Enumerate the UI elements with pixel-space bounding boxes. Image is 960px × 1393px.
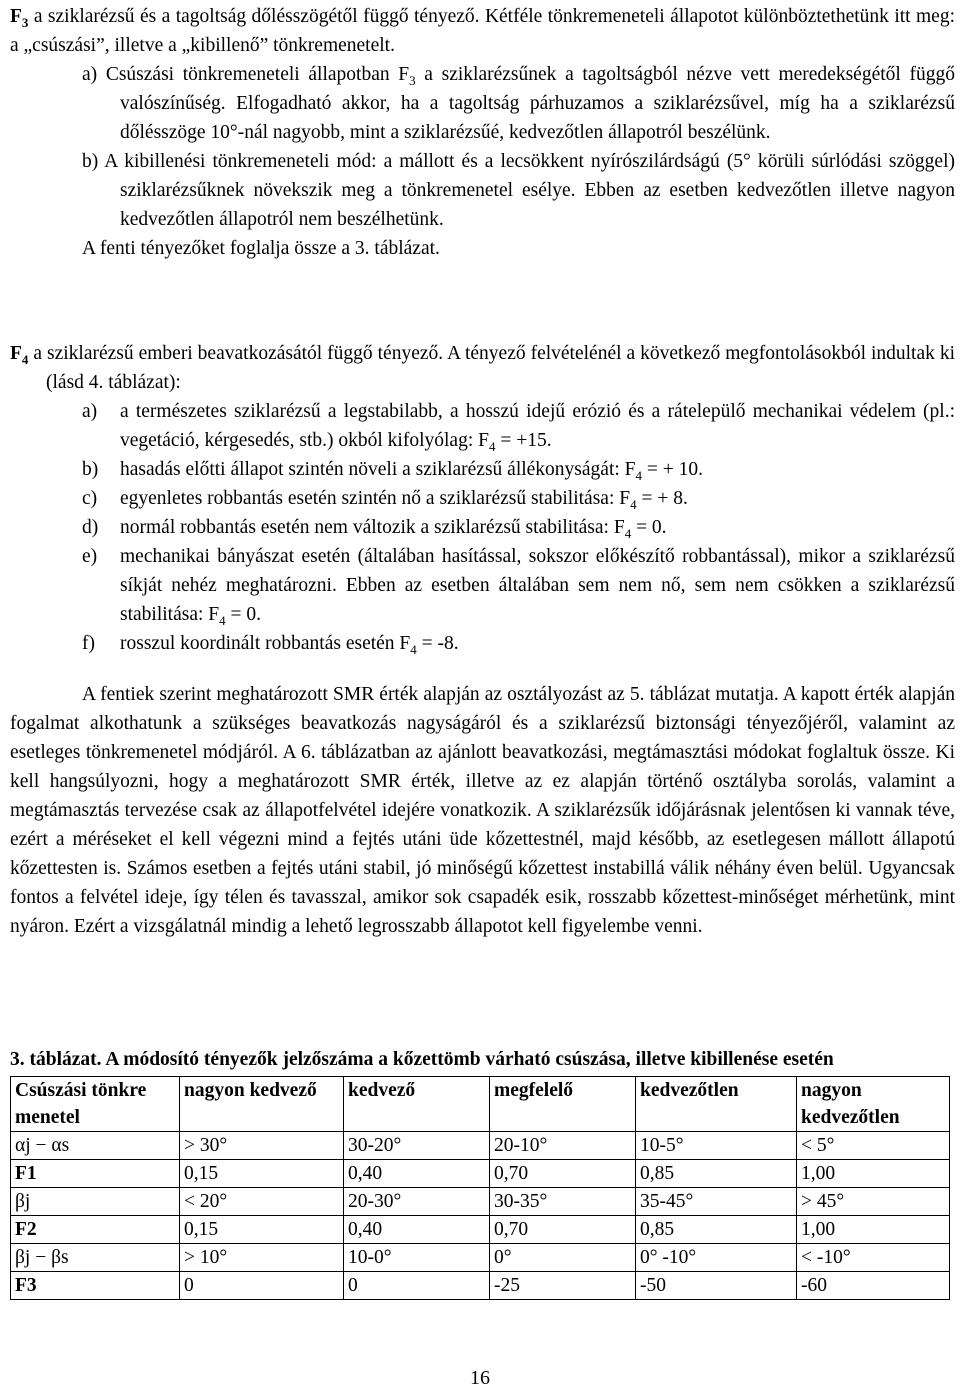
page-number: 16	[470, 1367, 490, 1389]
f4-item: d) normál robbantás esetén nem változik a sziklarézsű stabilitása: $F_4 = 0$.	[82, 517, 667, 541]
table-row-label: F1	[11, 1160, 180, 1188]
section-f3	[10, 2, 955, 263]
table-row-label: αj − αs	[11, 1132, 180, 1160]
table-cell: 0	[180, 1272, 344, 1300]
table-row-label: F3	[11, 1272, 180, 1300]
table-cell: 20-30°	[344, 1188, 490, 1216]
table-row	[11, 1188, 950, 1216]
section-f4	[10, 339, 955, 658]
table-cell: 0,40	[344, 1160, 490, 1188]
table-cell: > 45°	[797, 1188, 950, 1216]
table-cell: 0,15	[180, 1216, 344, 1244]
table-header-cell: kedvezőtlen	[636, 1077, 797, 1132]
table-row	[11, 1160, 950, 1188]
f4-item: f) rosszul koordinált robbantás esetén $F_4 = -8$.	[82, 633, 459, 657]
f3-symbol: $F_3$	[10, 6, 29, 30]
table-cell: -50	[636, 1272, 797, 1300]
table-cell: 0,85	[636, 1160, 797, 1188]
table-cell: 0,15	[180, 1160, 344, 1188]
f4-item: b) hasadás előtti állapot szintén növeli a sziklarézsű állékonyságát: $F_4$ = + 10.	[82, 459, 704, 483]
table-cell: 1,00	[797, 1216, 950, 1244]
f4-item-list	[10, 397, 955, 658]
f4-item: e) mechanikai bányászat esetén (általában hasítással, sokszor előkészítő robbantással), mikor a sziklarézsű síkját nehéz meghatározni. Ebben az esetben általában sem nem nő, sem nem csökken a sziklarézsű stabilitása: $F_4 = 0$.	[82, 546, 955, 628]
table-cell: 20-10°	[490, 1132, 636, 1160]
f3-item-b: b) A kibillenési tönkremeneteli mód: a mállott és a lecsökkent nyírószilárdságú (5° körüli súrlódási szöggel) sziklarézsűknek növekszik meg a tönkremenetel esélye. Ebben az esetben kedvezőtlen illetve nagyon kedvezőtlen állapotról nem beszélhetünk.	[82, 151, 955, 230]
table3-caption: 3. táblázat. A módosító tényezők jelzőszáma a kőzettömb várható csúszása, illetve kibillenése esetén	[10, 1049, 834, 1070]
table-cell: 0,70	[490, 1160, 636, 1188]
table-cell: 0	[344, 1272, 490, 1300]
table-row	[11, 1272, 950, 1300]
table-cell: > 30°	[180, 1132, 344, 1160]
table-cell: -25	[490, 1272, 636, 1300]
table-row-label: βj	[11, 1188, 180, 1216]
f3-item-a: a) Csúszási tönkremeneteli állapotban $F_3$ a sziklarézsűnek a tagoltságból nézve vett meredekségétől függő valószínűség. Elfogadható akkor, ha a tagoltság párhuzamos a sziklarézsűvel, míg ha a sziklarézsű dőlésszöge 10°-nál nagyobb, mint a sziklarézsűé, kedvezőtlen állapotról beszélünk.	[82, 64, 955, 143]
f4-item: c) egyenletes robbantás esetén szintén nő a sziklarézsű stabilitása: $F_4$ = + 8.	[82, 488, 688, 512]
f3-intro: $F_3$ a sziklarézsű és a tagoltság dőlésszögétől függő tényező. Kétféle tönkremeneteli állapotot különböztethetünk itt meg: a „csúszási”, illetve a „kibillenő” tönkremenetelt.	[10, 6, 955, 56]
table-cell: 0°	[490, 1244, 636, 1272]
table-row	[11, 1132, 950, 1160]
table-cell: 30-35°	[490, 1188, 636, 1216]
f4-intro: $F_4$ a sziklarézsű emberi beavatkozásától függő tényező. A tényező felvételénél a következő megfontolásokból indultak ki (lásd 4. táblázat):	[10, 343, 955, 393]
table3-section	[10, 1046, 950, 1300]
table-cell: 1,00	[797, 1160, 950, 1188]
body-section	[10, 680, 955, 941]
table-row-label: F2	[11, 1216, 180, 1244]
table-row-label: βj − βs	[11, 1244, 180, 1272]
table3	[10, 1076, 950, 1300]
table-cell: 0,40	[344, 1216, 490, 1244]
table-cell: < 20°	[180, 1188, 344, 1216]
table-cell: 0,85	[636, 1216, 797, 1244]
f3-summary: A fenti tényezőket foglalja össze a 3. táblázat.	[82, 238, 440, 259]
table-header-cell: nagyon kedvezőtlen	[797, 1077, 950, 1132]
table-cell: 0° -10°	[636, 1244, 797, 1272]
table-cell: 10-5°	[636, 1132, 797, 1160]
table-header-cell: nagyon kedvező	[180, 1077, 344, 1132]
table-cell: > 10°	[180, 1244, 344, 1272]
f4-symbol: $F_4$	[10, 343, 29, 367]
table-header-cell: kedvező	[344, 1077, 490, 1132]
table-cell: < 5°	[797, 1132, 950, 1160]
table-cell: 0,70	[490, 1216, 636, 1244]
body-paragraph: A fentiek szerint meghatározott SMR érték alapján az osztályozást az 5. táblázat mutatja. A kapott érték alapján fogalmat alkothatunk a szükséges beavatkozás nagyságáról és a sziklarézsű biztonsági tényezőjéről, valamint az esetleges tönkremenetel módjáról. A 6. táblázatban az ajánlott beavatkozási, megtámasztási módokat foglaltuk össze. Ki kell hangsúlyozni, hogy a meghatározott SMR érték, illetve az ez alapján történő osztályba sorolás, valamint a megtámasztás tervezése csak az állapotfelvétel idejére vonatkozik. A sziklarézsűk időjárásnak jelentősen ki vannak téve, ezért a méréseket el kell végezni mind a fejtés utáni üde kőzettestnél, majd később, az esetlegesen mállott állapotú kőzettesten is. Számos esetben a fejtés utáni stabil, jó minőségű kőzettest instabillá válik néhány éven belül. Ugyancsak fontos a felvétel ideje, így télen és tavasszal, amikor sok csapadék esik, rosszabb kőzettest-minőséget mérhetünk, mint nyáron. Ezért a vizsgálatnál mindig a lehető legrosszabb állapotot kell figyelembe venni.	[10, 684, 955, 937]
table-row	[11, 1244, 950, 1272]
table-header-cell: Csúszási tönkre menetel	[11, 1077, 180, 1132]
table-cell: 30-20°	[344, 1132, 490, 1160]
table-header-cell: megfelelő	[490, 1077, 636, 1132]
f4-item: a) a természetes sziklarézsű a legstabilabb, a hosszú idejű erózió és a rátelepülő mechanikai védelem (pl.: vegetáció, kérgesedés, stb.) okból kifolyólag: $F_4 = +15$.	[82, 401, 955, 454]
table-cell: 10-0°	[344, 1244, 490, 1272]
table-cell: < -10°	[797, 1244, 950, 1272]
table-header-row	[11, 1077, 950, 1132]
table-cell: 35-45°	[636, 1188, 797, 1216]
table-cell: -60	[797, 1272, 950, 1300]
table-row	[11, 1216, 950, 1244]
